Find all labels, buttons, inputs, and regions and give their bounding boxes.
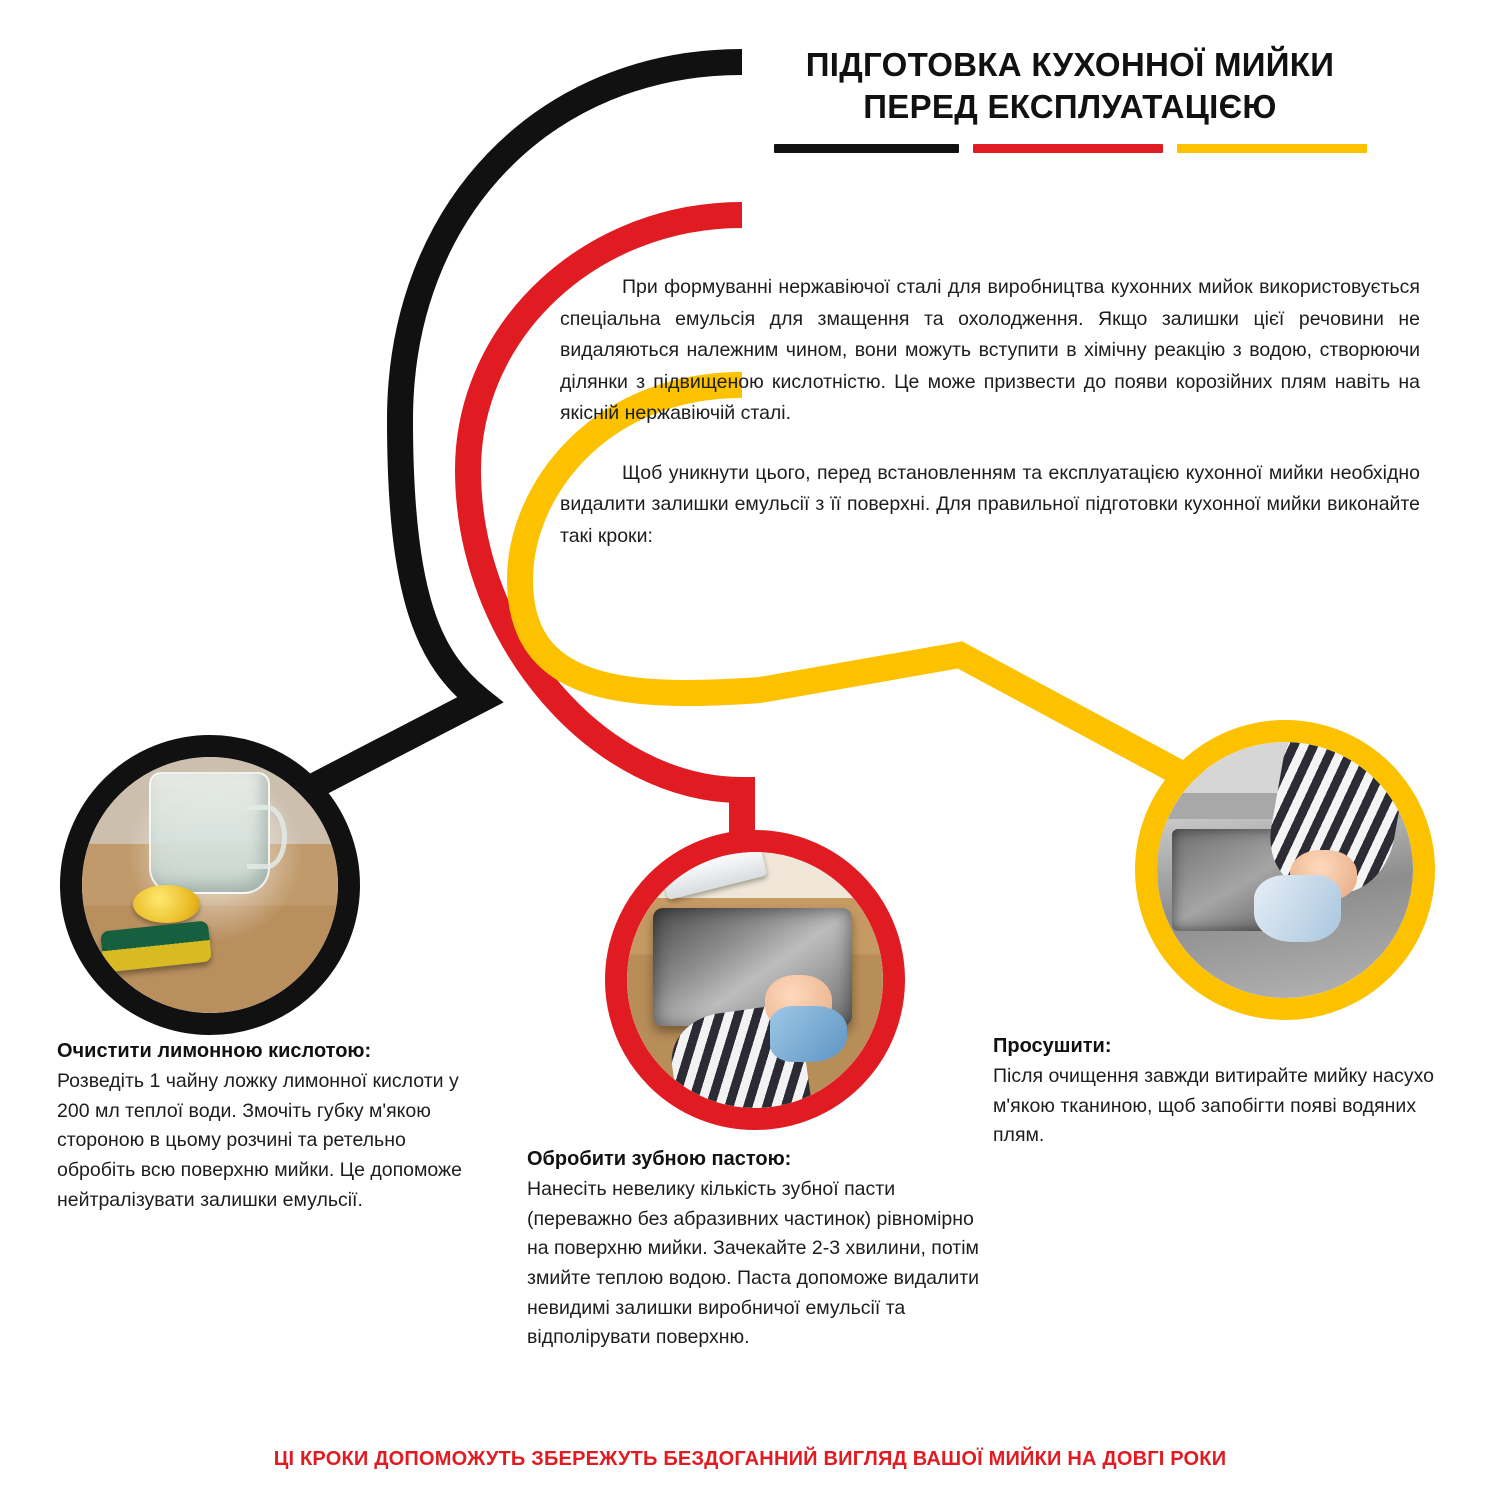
step-text-lemon-acid: [57, 1040, 482, 1215]
photo-dry-image: [1157, 742, 1413, 998]
step-text-toothpaste: [527, 1148, 997, 1353]
water-jug-shape: [149, 772, 271, 894]
lemon-shape: [133, 885, 200, 923]
rule-yellow: [1177, 144, 1367, 153]
step-title: Очистити лимонною кислотою:: [57, 1040, 372, 1062]
step-title: Обробити зубною пастою:: [527, 1148, 792, 1170]
step-body: Розведіть 1 чайну ложку лимонної кислоти у 200 мл теплої води. Змочіть губку м'якою стороною в цьому розчині та ретельно обробіть всю поверхню мийки. Це допоможе нейтралізувати залишки емульсії.: [57, 1070, 462, 1211]
photo-lemon-image: [82, 757, 338, 1013]
intro-paragraph-1: При формуванні нержавіючої сталі для виробництва кухонних мийок використовується спеціальна емульсія для змащення та охолодження. Якщо залишки цієї речовини не видаляються належним чином, вони можуть вступити в хімічну реакцію з водою, створюючи ділянки з підвищеною кислотністю. Це може призвести до появи корозійних плям навіть на якісній нержавіючій сталі.: [560, 276, 1420, 425]
header: [760, 44, 1380, 153]
step-body: Нанесіть невелику кількість зубної пасти (переважно без абразивних частинок) рівномірно на поверхню мийки. Зачекайте 2-3 хвилини, потім змийте теплою водою. Паста допоможе видалити невидимі залишки виробничої емульсії та відполірувати поверхню.: [527, 1178, 980, 1349]
cloth-shape: [770, 1006, 847, 1062]
rule-red: [973, 144, 1163, 153]
photo-toothpaste-image: [627, 852, 883, 1108]
step-photo-lemon-acid: [60, 735, 360, 1035]
header-rules: [760, 144, 1380, 153]
step-text-dry: [993, 1035, 1463, 1151]
toothpaste-tube-shape: [661, 852, 768, 900]
intro-block: [560, 272, 1420, 553]
footer-tagline: ЦІ КРОКИ ДОПОМОЖУТЬ ЗБЕРЕЖУТЬ БЕЗДОГАННИЙ ВИГЛЯД ВАШОЇ МИЙКИ НА ДОВГІ РОКИ: [273, 1448, 1227, 1470]
sponge-shape: [101, 920, 212, 972]
step-title: Просушити:: [993, 1035, 1112, 1057]
step-body: Після очищення завжди витирайте мийку насухо м'якою тканиною, щоб запобігти появі водяних плям.: [993, 1065, 1434, 1147]
photo-frame: [1157, 742, 1413, 998]
step-photo-dry: [1135, 720, 1435, 1020]
photo-frame: [627, 852, 883, 1108]
photo-frame: [82, 757, 338, 1013]
step-photo-toothpaste: [605, 830, 905, 1130]
intro-paragraph-2: Щоб уникнути цього, перед встановленням та експлуатацією кухонної мийки необхідно видалити залишки емульсії з її поверхні. Для правильної підготовки кухонної мийки виконайте такі кроки:: [560, 461, 1420, 548]
cloth-shape: [1254, 875, 1341, 942]
rule-black: [774, 144, 959, 153]
page-title: ПІДГОТОВКА КУХОННОЇ МИЙКИ ПЕРЕД ЕКСПЛУАТАЦІЄЮ: [805, 46, 1335, 126]
